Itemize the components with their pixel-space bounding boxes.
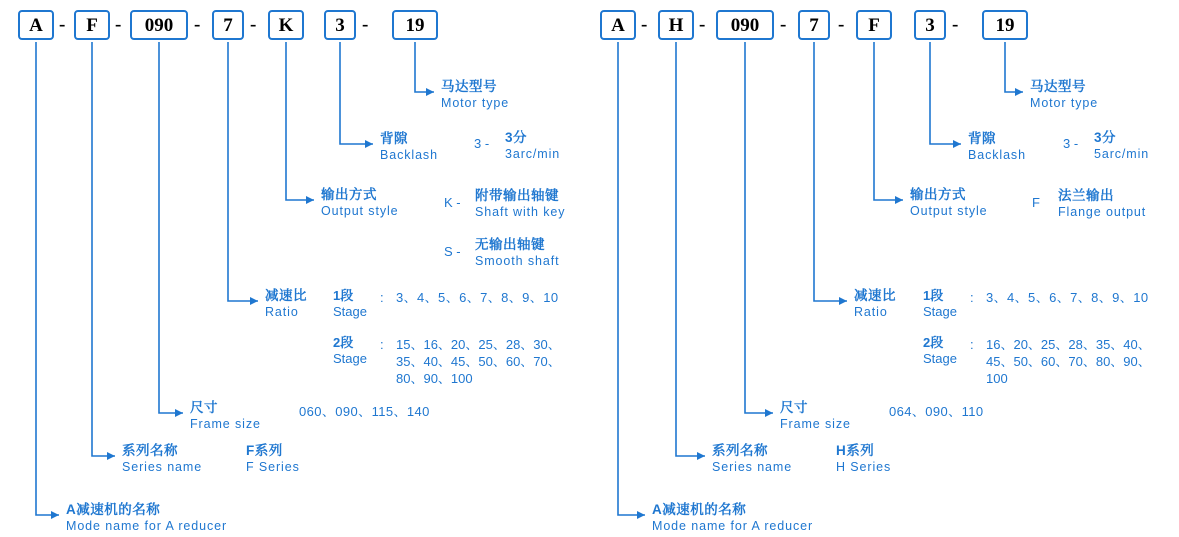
stage-cn: 2段 <box>923 335 944 350</box>
code-separator: - <box>780 14 787 35</box>
ratio-values-line: 16、20、25、28、35、40、 <box>986 337 1151 352</box>
label-cn: 背隙 <box>968 131 996 146</box>
label-en: Output style <box>321 204 399 218</box>
ratio-colon-left-0: : <box>380 290 384 305</box>
label-en: Frame size <box>190 417 261 431</box>
label-motor-type-left <box>441 79 509 111</box>
label-frame-size-right <box>780 400 851 432</box>
code-box-left-6[interactable]: 19 <box>392 10 438 40</box>
backlash-key-left: 3 - <box>474 136 490 151</box>
label-en: Motor type <box>1030 96 1099 110</box>
series-value-right <box>836 443 891 475</box>
label-model-name-right <box>652 502 813 534</box>
value-cn: H系列 <box>836 443 875 458</box>
stage-en: Stage <box>333 304 367 319</box>
label-en: Motor type <box>441 96 510 110</box>
label-cn: 输出方式 <box>910 187 966 202</box>
ratio-colon-left-1: : <box>380 337 384 352</box>
code-box-right-6[interactable]: 19 <box>982 10 1028 40</box>
code-separator: - <box>362 14 369 35</box>
label-series-name-right <box>712 443 792 475</box>
ratio-stage1-values-right: 3、4、5、6、7、8、9、10 <box>986 290 1149 305</box>
code-box-left-0[interactable]: A <box>18 10 54 40</box>
code-separator: - <box>641 14 648 35</box>
label-frame-size-left <box>190 400 261 432</box>
value-cn: 附带输出轴键 <box>475 188 559 203</box>
label-cn: 系列名称 <box>712 443 768 458</box>
label-en: Ratio <box>854 305 888 319</box>
value-en: Flange output <box>1058 205 1147 219</box>
output-key-right-0: F <box>1032 195 1040 210</box>
stage-cn: 1段 <box>333 288 354 303</box>
label-model-name-left <box>66 502 227 534</box>
ratio-stage2-label-right <box>923 335 957 367</box>
value-en: 3arc/min <box>505 147 561 161</box>
ratio-stage2-values-right <box>986 336 1151 387</box>
code-box-right-2[interactable]: 090 <box>716 10 774 40</box>
label-output-style-right <box>910 187 988 219</box>
code-box-right-4[interactable]: F <box>856 10 892 40</box>
label-series-name-left <box>122 443 202 475</box>
backlash-value-left <box>505 130 560 162</box>
value-en: H Series <box>836 460 892 474</box>
ratio-colon-right-0: : <box>970 290 974 305</box>
value-cn: 3分 <box>505 130 528 145</box>
output-key-left-0: K - <box>444 195 461 210</box>
stage-en: Stage <box>923 351 957 366</box>
code-box-left-3[interactable]: 7 <box>212 10 244 40</box>
code-box-left-5[interactable]: 3 <box>324 10 356 40</box>
label-cn: 尺寸 <box>190 400 218 415</box>
stage-en: Stage <box>923 304 957 319</box>
backlash-key-right: 3 - <box>1063 136 1079 151</box>
label-cn: 尺寸 <box>780 400 808 415</box>
ratio-values-line: 100 <box>986 371 1008 386</box>
value-en: Smooth shaft <box>475 254 560 268</box>
label-cn: 背隙 <box>380 131 408 146</box>
backlash-value-right <box>1094 130 1149 162</box>
value-cn: F系列 <box>246 443 283 458</box>
stage-en: Stage <box>333 351 367 366</box>
code-box-left-4[interactable]: K <box>268 10 304 40</box>
output-value-left-0 <box>475 188 565 220</box>
value-en: F Series <box>246 460 300 474</box>
label-backlash-right <box>968 131 1026 163</box>
code-box-left-2[interactable]: 090 <box>130 10 188 40</box>
code-box-right-3[interactable]: 7 <box>798 10 830 40</box>
code-separator: - <box>952 14 959 35</box>
value-cn: 无输出轴键 <box>475 237 545 252</box>
value-en: 5arc/min <box>1094 147 1150 161</box>
label-en: Series name <box>122 460 203 474</box>
code-separator: - <box>250 14 257 35</box>
code-separator: - <box>59 14 66 35</box>
code-separator: - <box>115 14 122 35</box>
output-value-left-1 <box>475 237 559 269</box>
label-en: Mode name for A reducer <box>66 519 228 533</box>
label-motor-type-right <box>1030 79 1098 111</box>
code-separator: - <box>699 14 706 35</box>
ratio-stage1-label-right <box>923 288 957 320</box>
label-cn: A减速机的名称 <box>66 502 161 517</box>
value-cn: 3分 <box>1094 130 1117 145</box>
label-cn: 马达型号 <box>1030 79 1086 94</box>
label-en: Series name <box>712 460 793 474</box>
label-en: Frame size <box>780 417 851 431</box>
ratio-values-line: 35、40、45、50、60、70、 <box>396 354 561 369</box>
label-en: Backlash <box>968 148 1026 162</box>
label-en: Backlash <box>380 148 438 162</box>
code-box-right-5[interactable]: 3 <box>914 10 946 40</box>
label-cn: A减速机的名称 <box>652 502 747 517</box>
ratio-stage2-values-left <box>396 336 561 387</box>
ratio-values-line: 80、90、100 <box>396 371 473 386</box>
label-en: Output style <box>910 204 988 218</box>
label-en: Mode name for A reducer <box>652 519 814 533</box>
label-cn: 输出方式 <box>321 187 377 202</box>
ratio-values-line: 15、16、20、25、28、30、 <box>396 337 561 352</box>
ratio-stage2-label-left <box>333 335 367 367</box>
ratio-values-line: 45、50、60、70、80、90、 <box>986 354 1151 369</box>
label-cn: 马达型号 <box>441 79 497 94</box>
label-ratio-left <box>265 288 307 320</box>
label-en: Ratio <box>265 305 299 319</box>
label-ratio-right <box>854 288 896 320</box>
ratio-colon-right-1: : <box>970 337 974 352</box>
value-en: Shaft with key <box>475 205 566 219</box>
frame-size-values-right: 064、090、110 <box>889 404 984 419</box>
value-cn: 法兰输出 <box>1058 188 1114 203</box>
code-box-left-1[interactable]: F <box>74 10 110 40</box>
label-cn: 系列名称 <box>122 443 178 458</box>
output-key-left-1: S - <box>444 244 461 259</box>
code-box-right-0[interactable]: A <box>600 10 636 40</box>
label-cn: 减速比 <box>265 288 307 303</box>
ratio-stage1-label-left <box>333 288 367 320</box>
stage-cn: 2段 <box>333 335 354 350</box>
code-separator: - <box>194 14 201 35</box>
label-backlash-left <box>380 131 438 163</box>
label-output-style-left <box>321 187 399 219</box>
ratio-stage1-values-left: 3、4、5、6、7、8、9、10 <box>396 290 559 305</box>
code-separator: - <box>838 14 845 35</box>
label-cn: 减速比 <box>854 288 896 303</box>
series-value-left <box>246 443 300 475</box>
output-value-right-0 <box>1058 188 1146 220</box>
stage-cn: 1段 <box>923 288 944 303</box>
frame-size-values-left: 060、090、115、140 <box>299 404 430 419</box>
code-box-right-1[interactable]: H <box>658 10 694 40</box>
